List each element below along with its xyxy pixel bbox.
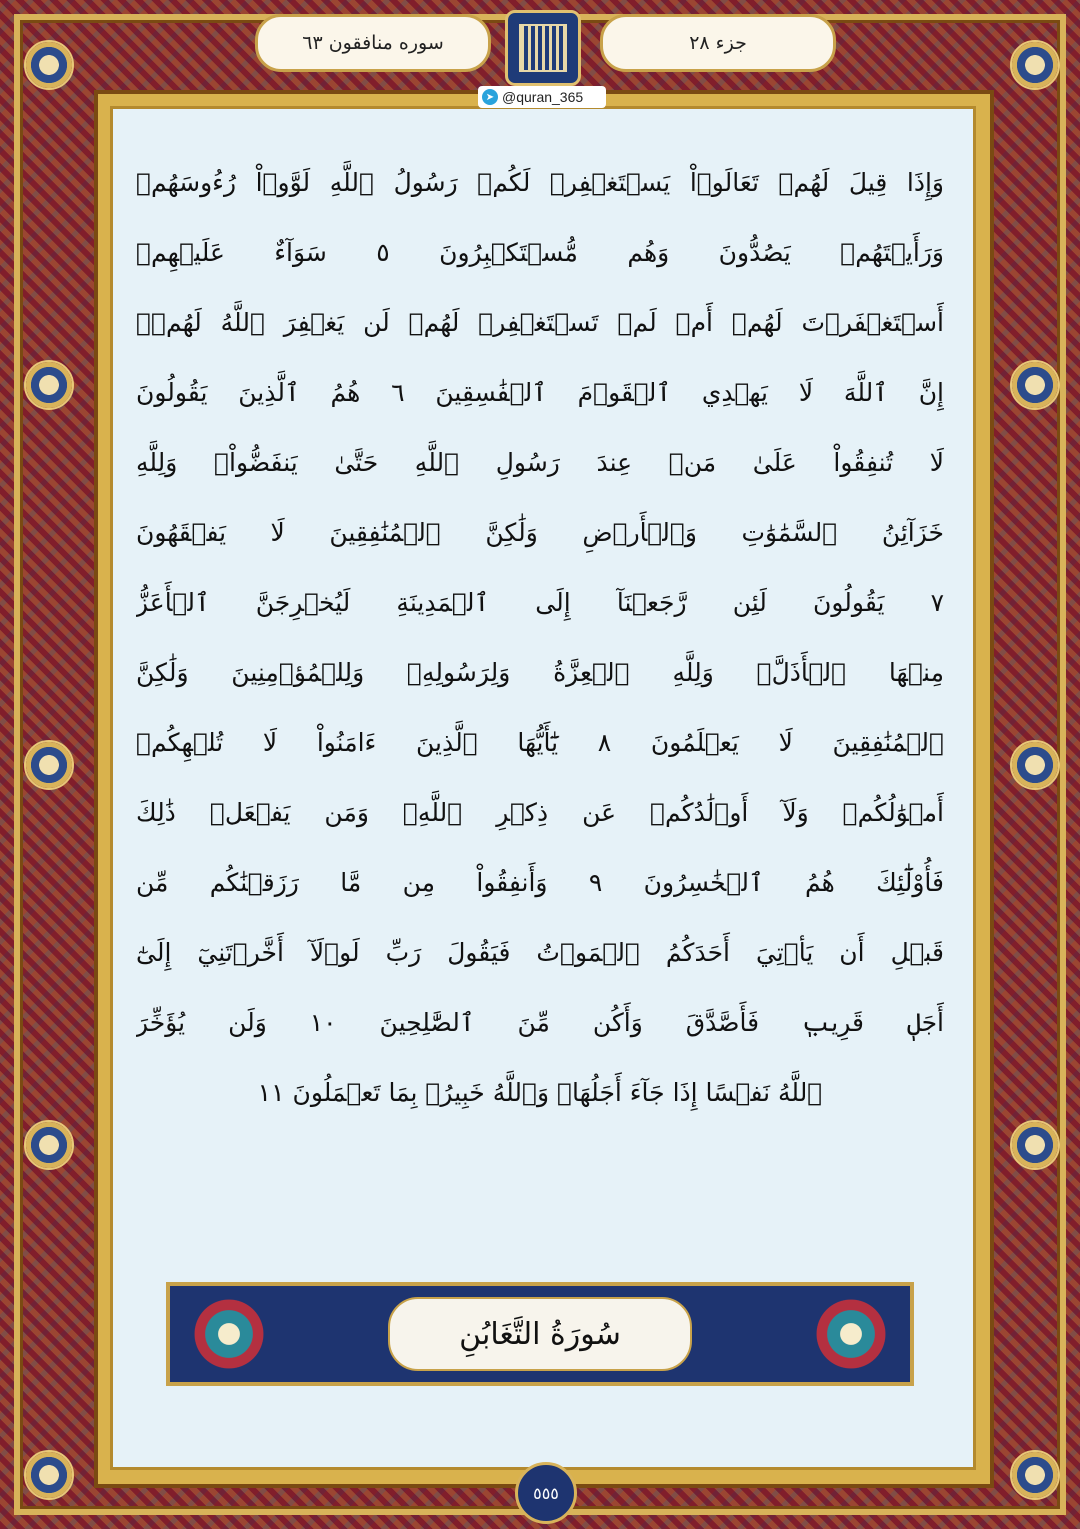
verse-block <box>136 148 944 1128</box>
juz-text: جزء ٢٨ <box>689 32 747 54</box>
verse-line: قَبۡلِ أَن يَأۡتِيَ أَحَدَكُمُ ٱلۡمَوۡتُ فَيَقُولَ رَبِّ لَوۡلَآ أَخَّرۡتَنِيٓ إِلَىٰٓ <box>136 938 944 967</box>
border-medallion <box>1010 740 1060 790</box>
juz-header-label <box>600 14 836 72</box>
next-surah-banner <box>166 1282 914 1386</box>
border-medallion <box>24 1120 74 1170</box>
verse-line: وَرَأَيۡتَهُمۡ يَصُدُّونَ وَهُم مُّسۡتَكۡبِرُونَ ٥ سَوَآءٌ عَلَيۡهِمۡ <box>136 238 944 267</box>
verse-line: وَإِذَا قِيلَ لَهُمۡ تَعَالَوۡاْ يَسۡتَغۡفِرۡ لَكُمۡ رَسُولُ ٱللَّهِ لَوَّوۡاْ رُءُوسَهُمۡ <box>136 168 944 197</box>
kufic-logo <box>519 24 567 72</box>
surah-title: سُورَةُ التَّغَابُنِ <box>388 1297 692 1371</box>
verse-line: ٱلۡمُنَٰفِقِينَ لَا يَعۡلَمُونَ ٨ يَٰٓأَيُّهَا ٱلَّذِينَ ءَامَنُواْ لَا تُلۡهِكُمۡ <box>136 728 944 757</box>
verse-line: أَجَلٖ قَرِيبٖ فَأَصَّدَّقَ وَأَكُن مِّنَ ٱلصَّٰلِحِينَ ١٠ وَلَن يُؤَخِّرَ <box>136 1008 944 1037</box>
page-number-text: ٥٥٥ <box>533 1483 559 1503</box>
border-medallion <box>1010 360 1060 410</box>
surah-name-text: سوره منافقون ٦٣ <box>302 32 444 54</box>
verse-line: أَسۡتَغۡفَرۡتَ لَهُمۡ أَمۡ لَمۡ تَسۡتَغۡفِرۡ لَهُمۡ لَن يَغۡفِرَ ٱللَّهُ لَهُمۡۚ <box>136 308 944 337</box>
verse-line: ٱللَّهُ نَفۡسًا إِذَا جَآءَ أَجَلُهَاۚ وَٱللَّهُ خَبِيرُۢ بِمَا تَعۡمَلُونَ ١١ <box>257 1078 823 1107</box>
verse-line: خَزَآئِنُ ٱلسَّمَٰوَٰتِ وَٱلۡأَرۡضِ وَلَٰكِنَّ ٱلۡمُنَٰفِقِينَ لَا يَفۡقَهُونَ <box>136 518 944 547</box>
banner-ornament-right <box>806 1296 896 1372</box>
channel-tag[interactable] <box>478 86 606 108</box>
border-medallion <box>24 40 74 90</box>
surah-header-label <box>255 14 491 72</box>
verse-line: فَأُوْلَٰٓئِكَ هُمُ ٱلۡخَٰسِرُونَ ٩ وَأَنفِقُواْ مِن مَّا رَزَقۡنَٰكُم مِّن <box>136 868 944 897</box>
verse-line: أَمۡوَٰلُكُمۡ وَلَآ أَوۡلَٰدُكُمۡ عَن ذِكۡرِ ٱللَّهِۚ وَمَن يَفۡعَلۡ ذَٰلِكَ <box>136 798 944 827</box>
verse-line: ٧ يَقُولُونَ لَئِن رَّجَعۡنَآ إِلَى ٱلۡمَدِينَةِ لَيُخۡرِجَنَّ ٱلۡأَعَزُّ <box>136 588 944 617</box>
channel-handle: @quran_365 <box>502 89 584 105</box>
border-medallion <box>1010 40 1060 90</box>
border-medallion <box>24 740 74 790</box>
telegram-icon: ➤ <box>482 89 498 105</box>
border-medallion <box>1010 1120 1060 1170</box>
border-medallion <box>1010 1450 1060 1500</box>
header-logo-icon <box>505 10 581 86</box>
border-medallion <box>24 360 74 410</box>
banner-ornament-left <box>184 1296 274 1372</box>
verse-line: لَا تُنفِقُواْ عَلَىٰ مَنۡ عِندَ رَسُولِ ٱللَّهِ حَتَّىٰ يَنفَضُّواْۗ وَلِلَّهِ <box>136 448 944 477</box>
border-medallion <box>24 1450 74 1500</box>
verse-line: إِنَّ ٱللَّهَ لَا يَهۡدِي ٱلۡقَوۡمَ ٱلۡفَٰسِقِينَ ٦ هُمُ ٱلَّذِينَ يَقُولُونَ <box>136 378 944 407</box>
verse-line: مِنۡهَا ٱلۡأَذَلَّۚ وَلِلَّهِ ٱلۡعِزَّةُ وَلِرَسُولِهِۦ وَلِلۡمُؤۡمِنِينَ وَلَٰكِنَّ <box>136 658 944 687</box>
page-number-badge <box>515 1462 577 1524</box>
